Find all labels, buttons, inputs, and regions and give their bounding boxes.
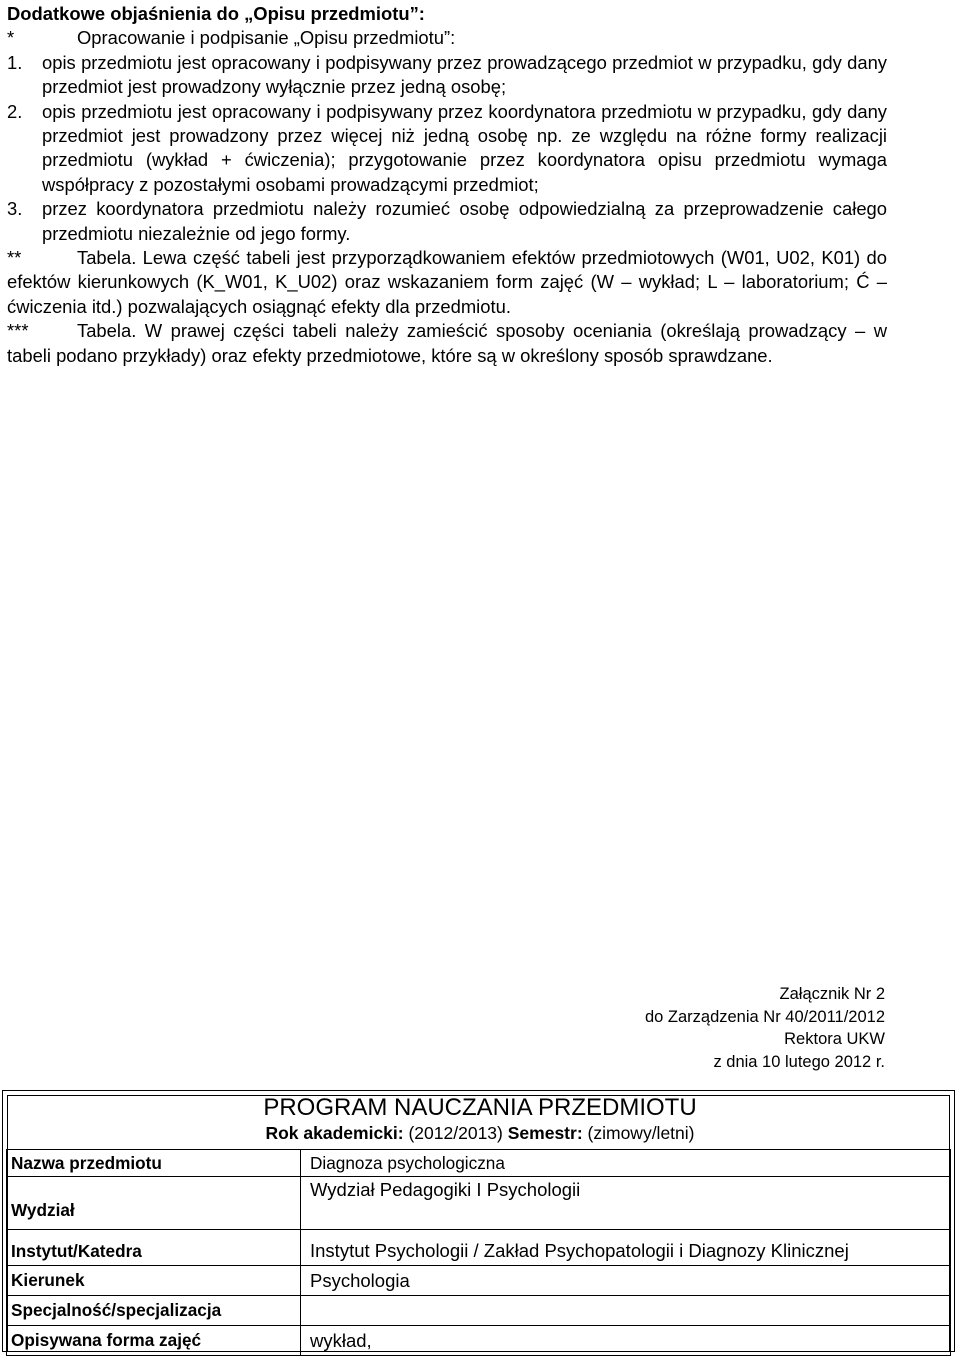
row-label: Nazwa przedmiotu (7, 1150, 301, 1177)
row-value: Wydział Pedagogiki I Psychologii (301, 1177, 951, 1230)
row-value: Diagnoza psychologiczna (301, 1150, 951, 1177)
table-note-3-label: Tabela. (77, 320, 137, 342)
table-row (7, 1230, 951, 1266)
annex-line: do Zarządzenia Nr 40/2011/2012 (644, 1007, 885, 1026)
table-note-2-label: Tabela. (77, 247, 137, 269)
table-note-3 (7, 319, 887, 368)
list-item-number: 1. (7, 51, 23, 73)
table-row (7, 1326, 951, 1356)
row-value: Psychologia (301, 1266, 951, 1296)
table-note-2-text: Lewa część tabeli jest przyporządkowaniem efektów przedmiotowych (W01, U02, K01) do efektów kierunkowych (K_W01, K_U02) oraz wskazaniem form zajęć (W – wykład; L – laboratorium; Ć – ćwiczenia itd.) pozwalających osiągnąć efekty dla przedmiotu. (7, 247, 887, 317)
star-mark: * (7, 27, 15, 49)
program-title: PROGRAM NAUCZANIA PRZEDMIOTU (263, 1094, 697, 1121)
annex-line: Rektora UKW (784, 1030, 885, 1048)
row-label: Specjalność/specjalizacja (7, 1296, 301, 1326)
year-label: Rok akademicki: (265, 1123, 404, 1143)
list-item-text: opis przedmiotu jest opracowany i podpisywany przez prowadzącego przedmiot w przypadku, gdy dany przedmiot jest prowadzony wyłącznie przez jedną osobę; (42, 51, 887, 98)
table-row (7, 1177, 951, 1230)
semester-label: Semestr: (507, 1123, 583, 1143)
list-item (7, 100, 887, 198)
table-note-2 (7, 246, 887, 319)
row-label: Kierunek (7, 1266, 301, 1296)
row-value (301, 1296, 951, 1326)
explanations-heading: Dodatkowe objaśnienia do „Opisu przedmiotu”: (7, 3, 425, 24)
annex-line: Załącznik Nr 2 (779, 985, 885, 1003)
star-note (7, 26, 887, 50)
row-label: Opisywana forma zajęć (7, 1326, 301, 1356)
program-subtitle (0, 1121, 960, 1145)
row-value: Instytut Psychologii / Zakład Psychopatologii i Diagnozy Klinicznej (301, 1230, 951, 1266)
annex-line: z dnia 10 lutego 2012 r. (713, 1052, 885, 1071)
table-row (7, 1266, 951, 1296)
double-star-mark: ** (7, 247, 22, 269)
list-item (7, 51, 887, 100)
year-value: (2012/2013) (408, 1123, 503, 1143)
row-label: Wydział (7, 1177, 301, 1230)
list-item (7, 197, 887, 246)
triple-star-mark: *** (7, 320, 29, 342)
row-value: wykład, (301, 1326, 951, 1356)
star-note-text: Opracowanie i podpisanie „Opisu przedmiotu”: (77, 27, 456, 49)
annex-block (645, 983, 885, 1073)
list-item-number: 2. (7, 100, 23, 122)
row-label: Instytut/Katedra (7, 1230, 301, 1266)
table-row (7, 1150, 951, 1177)
list-item-text: przez koordynatora przedmiotu należy rozumieć osobę odpowiedzialną za przeprowadzenie całego przedmiotu niezależnie od jego formy. (42, 198, 887, 244)
explanations-section (7, 2, 887, 368)
table-row (7, 1296, 951, 1326)
program-info-table (6, 1149, 951, 1356)
list-item-text: opis przedmiotu jest opracowany i podpisywany przez koordynatora przedmiotu w przypadku, gdy dany przedmiot jest prowadzony przez więcej niż jedną osobę np. ze względu na różne formy realizacji przedmiotu (wykład + ćwiczenia); przygotowanie przez koordynatora opisu przedmiotu wymaga współpracy z pozostałymi osobami prowadzącymi przedmiot; (42, 100, 887, 195)
table-note-3-text: W prawej części tabeli należy zamieścić sposoby oceniania (określają prowadzący – w tabeli podano przykłady) oraz efekty przedmiotowe, które są w określony sposób sprawdzane. (7, 320, 887, 366)
list-item-number: 3. (7, 198, 23, 220)
semester-value: (zimowy/letni) (587, 1123, 695, 1143)
program-header (0, 1093, 960, 1145)
